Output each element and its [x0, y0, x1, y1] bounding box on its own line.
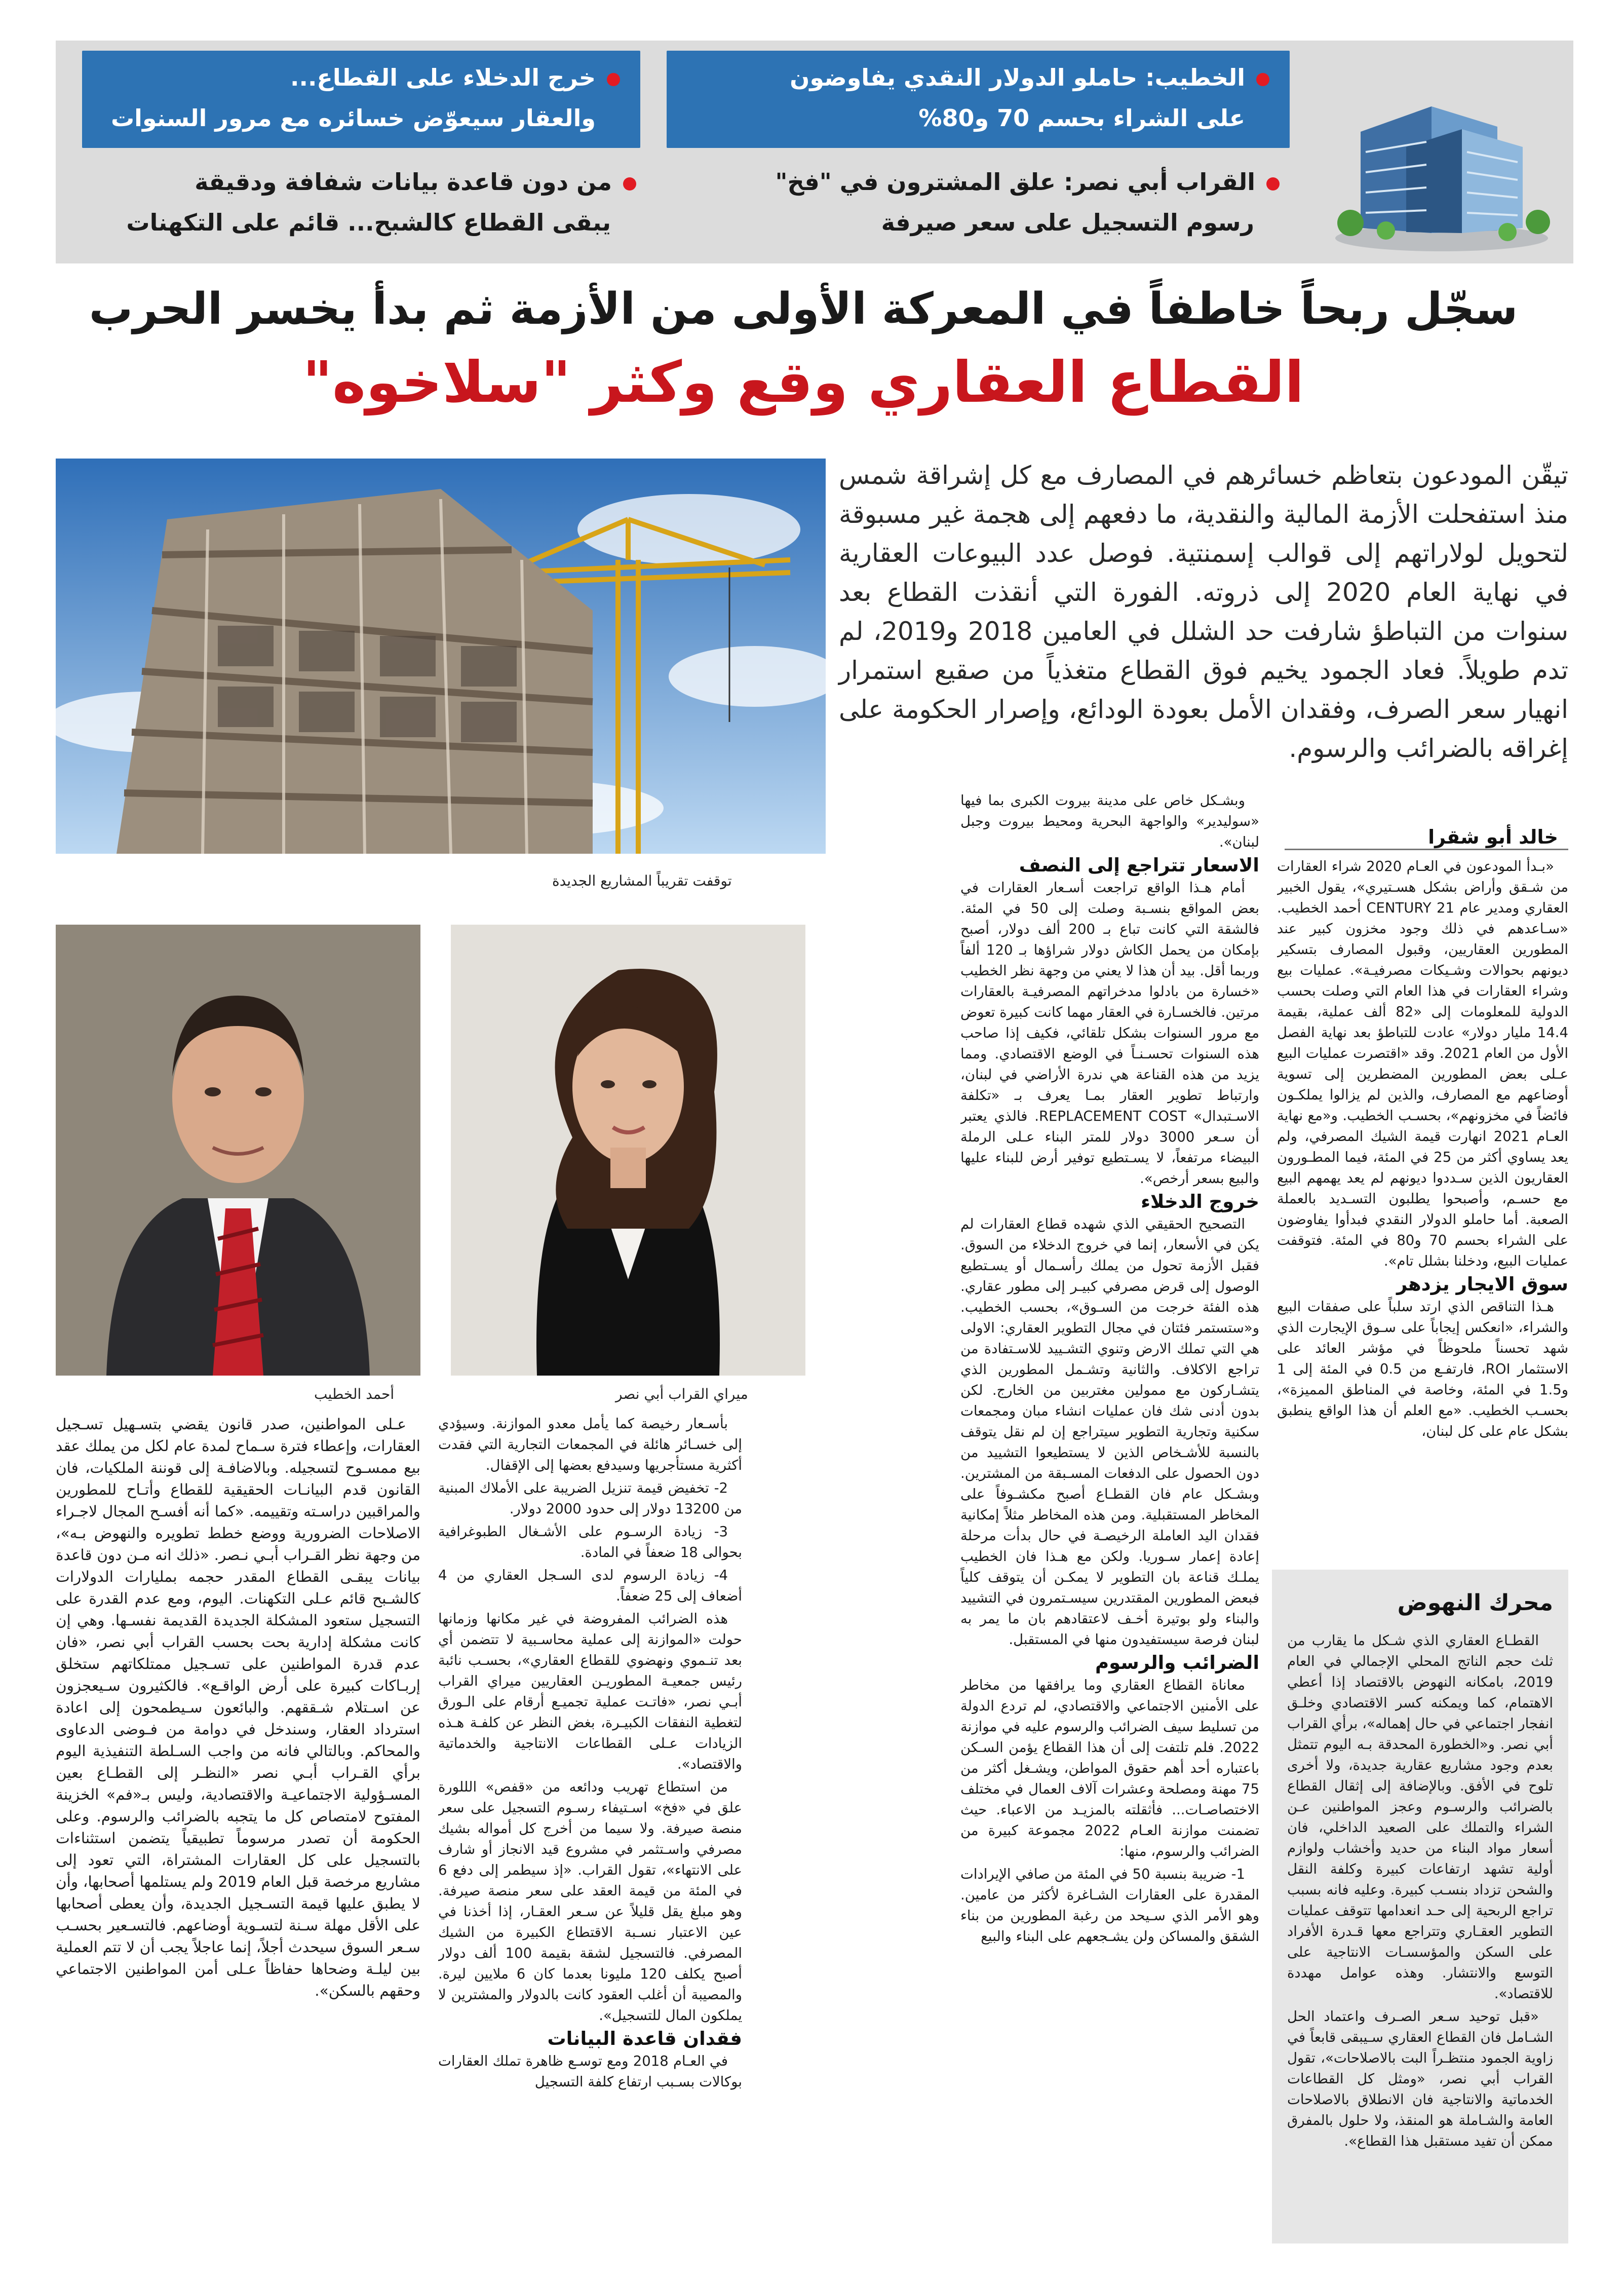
col2-paragraph: التصحيح الحقيقي الذي شهده قطاع العقارات لم يكن في الأسعار، إنما في خروج الدخلاء من السوق. فقبل الأزمة تحول من يملك رأسـمال أو يسـتطيع الوصول إلى قرض مصرفي كبيـر إلى مطور عقاري. هذه الفئة خرجت من السـوق»، بحسب الخطيب. و«ستستمر فئتان في مجال التطوير العقاري: الاولى هي التي تملك الارض وتنوي التشـييد للاسـتفادة من تراجع الاكلاف. والثانية وتشـمل المطورين الذي يتشـاركون مع ممولين مغتربين من الخارج. لكن بدون أدنى شك فان عمليات انشاء مبان ومجمعات سكنية وتجارية التطوير سيتراجع إن لم نقل يتوقف بالنسبة للأشـخاص الذين لا يستطيعوا التشييد من دون الحصول على الدفعات المسـبقة من المشترين. وبشـكل عام فان القطـاع أصبح مكشـوفاً على المخاطر المستقبلية. ومن هذه المخاطر مثلاً إمكانية فقدان اليد العاملة الرخيصـة في حال بدأت مرحلة إعادة إعمار سـوريا. ولكن مع هـذا فان الخطيب يملـك قناعة بان التطوير لا يمكـن أن يتوقف كلياً فبعض المطورين المقتدرين سيسـتمرون في التشييد والبناء ولو بوتيرة أخـف لاعتقادهم بان ما يمر به لبنان فرصة سيستفيدون منها في المستقبل.	[960, 1216, 1259, 1648]
column-3	[438, 1414, 742, 2250]
col3-paragraph: 3- زيادة الرسـوم على الأشـغال الطبوغرافية بحوالى 18 ضعفاً في المادة.	[438, 1524, 742, 1561]
banner-item-right	[776, 168, 1280, 196]
col3-paragraph: في العـام 2018 ومع توسـع ظاهرة تملك العقارات بوكالات بسـبب ارتفاع كلفة التسجيل	[438, 2053, 742, 2090]
portrait-woman-caption: ميراي القراب أبي نصر	[615, 1386, 748, 1402]
portrait-man-caption: أحمد الخطيب	[314, 1386, 395, 1402]
sidebox-engine	[1272, 1570, 1568, 2243]
col2-paragraph: وبشـكل خاص على مدينة بيروت الكبرى بما فيها «سوليدير» والواجهة البحرية ومحيط بيروت وجبل لبنان».	[960, 792, 1259, 850]
byline-rule	[1285, 849, 1568, 850]
banner-item-left-line1: من دون قاعدة بيانات شفافة ودقيقة	[195, 168, 612, 196]
byline: خالد أبو شقرا	[1428, 826, 1558, 848]
sidebox-text	[1287, 1630, 1553, 2236]
banner-item-left-line2: يبقى القطاع كالشبح... قائم على التكهنات	[126, 209, 611, 236]
headline-title: القطاع العقاري وقع وكثر "سلاخوه"	[302, 350, 1304, 415]
col2-subheading: الضرائب والرسوم	[1095, 1652, 1259, 1674]
col2-subheading: خروج الدخلاء	[1141, 1191, 1259, 1212]
banner-box-right	[667, 51, 1290, 148]
col1-paragraph: هـذا التناقص الذي ارتد سلباً على صفقات البيع والشراء، «انعكس إيجاباً على سـوق الإيجارت الذي شهد تحسناً ملحوظاً في مؤشر العائد على الاستثمار ROI، فارتفـع من 0.5 في المئة إلى 1 و1.5 في المئة، وخاصة في المناطق المميزة»، بحسـب الخطيب. «مع العلم أن هذا الواقع ينطبق بشكل عام على كل لبنان،	[1277, 1299, 1568, 1439]
banner-box-left-line1: خرج الدخلاء على القطاع...	[290, 64, 596, 91]
col2-subheading: الاسعار تتراجع إلى النصف	[1019, 854, 1259, 876]
column-1	[1277, 856, 1568, 1550]
col1-paragraph: «بـدأ المودعون في العـام 2020 شراء العقارات من شـقق وأراض بشكل هسـتيري»، يقول الخبير العقاري ومدير عام CENTURY 21 أحمد الخطيب. «سـاعدهم في ذلك وجود مخزون كبير عند المطورين العقاريين، وقبول المصارف بتسكير ديونهم بحوالات وشـيكات مصرفيـة». عمليات بيع وشراء العقارات في هذا العام التي وصلت بحسب الدولية للمعلومات إلى «82 ألف عملية، بقيمة 14.4 مليار دولار» عادت للتباطؤ بعد نهاية الفصل الأول من العام 2021. وقد «اقتصرت عمليات البيع عـلى بعض المطورين المضطرين إلى تسوية أوضاعهم مع المصارف، والذين لم يزالوا يملكـون فائضاً في مخزونهم»، بحسـب الخطيب. و«مع نهاية العـام 2021 انهارت قيمة الشيك المصرفي، ولم يعد يساوي أكثر من 25 في المئة، فيما المطـورون العقاريون الذين سـددوا ديونهم لم يعد يهمهم البيع مع حسـم، وأصبحوا يطلبون التسـديد بالعملة الصعبة. أما حاملو الدولار النقدي فبدأوا يفاوضون على الشراء بحسم 70 و80 في المئة. فتوقفت عمليات البيع، ودخلنا بشلل تام».	[1277, 858, 1568, 1269]
building-photo	[56, 459, 826, 854]
portrait-woman	[451, 925, 805, 1376]
col2-paragraph: معاناة القطاع العقاري وما يرافقها من مخاطر على الأمنين الاجتماعي والاقتصادي، لم تردع الدولة من تسليط سيف الضرائب والرسوم عليه في موازنة 2022. فلم تلتفت إلى أن هذا القطاع يؤمن السـكن باعتباره أحد أهم حقوق المواطن، ويشـغل أكثر من 75 مهنة ومصلحة وعشرات آلاف العمال في مختلف الاختصاصـات... فأثقلته بالمزيـد من الاعباء. حيث تضمنت موازنة العـام 2022 مجموعة كبيرة من الضرائب والرسوم، منها:	[960, 1677, 1259, 1859]
col2-paragraph: أمام هـذا الواقع تراجعت أسـعار العقارات في بعض المواقع بنسـبة وصلت إلى 50 في المئة. فالشقة التي كانت تباع بـ 200 ألف دولار، أصبح بإمكان من يحمل الكاش دولار شراؤها بـ 120 ألفاً وربما أقل. بيد أن هذا لا يعني من وجهة نظر الخطيب «خسارة من بادلوا مدخراتهم المصرفيـة بالعقارات مرتين. فالخسـارة في العقار مهما كانت كبيرة تعوض مع مرور السنوات بشكل تلقائي، فكيف إذا صاحب هذه السنوات تحسـنـاً في الوضع الاقتصادي. ومما يزيد من هذه القناعة هي ندرة الأراضي في لبنان، وارتباط تطوير العقار بمـا يعرف بـ «تكلفة الاسـتبدال» REPLACEMENT COST. فالذي يعتبر أن سـعر 3000 دولار للمتر البناء عـلى الرملة البيضاء مرتفعاً، لا يسـتطيع توفير أرض للبناء عليها والبيع بسعر أرخص».	[960, 880, 1259, 1187]
col2-paragraph: 1- ضريبة بنسبة 50 في المئة من صافي الإيرادات المقدرة على العقارات الشـاغرة لأكثر من عامين. وهو الأمر الذي سـيحد من رغبة المطورين من بناء الشقق والمساكن ولن يشـجعهم على البناء والبيع	[960, 1866, 1259, 1945]
bullet-dot	[1256, 73, 1269, 86]
sidebox-title: محرك النهوض	[1397, 1590, 1553, 1616]
banner-box-right-line2: على الشراء بحسم 70 و80%	[918, 104, 1245, 132]
col3-paragraph: هذه الضرائب المفروضة في غير مكانها وزمانها حولت «الموازنة إلى عملية محاسـبية لا تتضمن أي بعد تنـموي ونهضوي للقطاع العقاري»، بحسـب نائبة رئيس جمعيـة المطوريـن العقاريين ميراي القراب أبـي نصر، «فاتـت عملية تجميـع أرقام على الـورق لتغطية النفقات الكبيـرة، بغض النظر عن كلفـة هـذه الزيادات عـلى القطاعات الانتاجية والخدماتية والاقتصاد».	[438, 1611, 742, 1772]
banner-item-right-line2: رسوم التسجيل على سعر صيرفة	[881, 209, 1254, 236]
building-icon	[1330, 86, 1553, 253]
banner-box-left-line2: والعقار سيعوّض خسائره مع مرور السنوات	[110, 104, 596, 132]
banner-item-left	[195, 168, 636, 196]
col3-paragraph: بأسـعار رخيصة كما يأمل معدو الموازنة. وسيؤدي إلى خسـائر هائلة في المجمعات التجارية التي فقدت أكثرية مستأجريها وسيدفع بعضها إلى الإقفال.	[438, 1416, 742, 1473]
col4-paragraph: عـلى المواطنين، صدر قانون يقضي بتسـهيل تسـجيل العقارات، وإعطاء فترة سـماح لمدة عام لكل من يملك عقد بيع ممسـوح لتسجيله. وبالاضافـة إلى قوننة الملكيات، فان القانون قدم البيانـات الحقيقية للقطاع وأتـاح للمطورين والمراقبين دراسـته وتقييمه. «كما أنه أفسـح المجال لاجـراء الاصلاحات الضرورية ووضع خطط تطويره والنهوض بـه»، من وجهة نظر القـراب أبـي نـصر. «ذلك انه مـن دون قاعدة بيانات يبقـى القطاع المقدر حجمه بمليارات الدولارات كالشـبح قائم عـلى التكهنات. اليوم، ومع عدم القدرة على التسجيل ستعود المشكلة الجديدة القديمة نفسـها. وهي إن كانت مشكلة إدارية بحت بحسب القراب أبي نصر، «فان عدم قدرة المواطنين على تسـجيل ممتلكاتهم ستخلق إربـاكات كبيرة على أرض الواقـع». فالكثيرون سـيعجزون عن اسـتلام شـققهم. والبائعون سـيطمحون إلى اعادة استرداد العقار، وسندخل في دوامة من فـوضى الدعاوى والمحاكم. وبالتالي فانه من واجب السـلطة التنفيذية اليوم برأي القـراب أبـي نصر «النظـر إلى القطـاع بعين المسـؤولية الاجتماعيـة والاقتصادية، وليس بـ«فم» الخزينة المفتوح لامتصاص كل ما يتجبه بالضرائب والرسوم. وعلى الحكومة أن تصدر مرسوماً تطبيقياً يتضمن استثناءات بالتسجيل على كل العقارات المشتراة، التي تعود إلى مشاريع مرخصة قبل العام 2019 ولم يستلمها أصحابها، وأن لا يطبق عليها قيمة التسـجيل الجديدة، وأن يعطى أصحابها على الأقل مهلة سـنة لتسـوية أوضاعهم. فالتسـعير بحسـب سـعر السوق سيحدث أجلاً، إنما عاجلاً يجب أن لا تتم العملية بين ليلـة وضحاها حفاظاً عـلى أمن المواطنين الاجتماعي وحقهم بالسكن».	[56, 1416, 420, 1999]
column-4	[56, 1414, 420, 2250]
col3-paragraph: 4- زيادة الرسوم لدى السـجل العقاري من 4 أضعاف إلى 25 ضعفاً.	[438, 1567, 742, 1604]
col1-subheading: سوق الايجار يزدهر	[1397, 1273, 1568, 1295]
col3-subheading: فقدان قاعدة البيانات	[547, 2028, 742, 2049]
headline-kicker: سجّل ربحاً خاطفاً في المعركة الأولى من الأزمة ثم بدأ يخسر الحرب	[89, 284, 1518, 334]
bullet-dot	[607, 73, 620, 86]
bullet-dot	[1266, 177, 1280, 191]
banner-box-right-line1: الخطيب: حاملو الدولار النقدي يفاوضون	[790, 64, 1245, 91]
col3-paragraph: 2- تخفيض قيمة تنزيل الضريبة على الأملاك المبنية من 13200 دولار إلى حدود 2000 دولار.	[438, 1480, 742, 1517]
col3-paragraph: من استطاع تهريب ودائعه من «قفص» الللورة علق في «فخ» اسـتيفاء رسـوم التسجيل على سعر منصة صيرفة. ولا سيما من أخرج كل أمواله بشيك مصرفي واسـتثمر في مشروع قيد الانجاز أو شارف على الانتهاء»، تقول القراب. «إذ سيطمر إلى دفع 6 في المئة من قيمة العقد على سعر منصة صيرفة. وهو مبلغ يقل قليلاً عن سـعر العقـار، إذا أخذنا في عين الاعتبار نسـبة الاقتطاع الكبيرة من الشيك المصرفي. فالتسجيل لشقة بقيمة 100 ألف دولار أصبح يكلف 120 مليونا بعدما كان 6 ملايين ليرة. والمصيبة أن أغلب العقود كانت بالدولار والمشترين لا يملكون المال للتسجيل».	[438, 1779, 742, 2024]
lead-paragraph: تيقّن المودعون بتعاظم خسائرهم في المصارف مع كل إشراقة شمس منذ استفحلت الأزمة المالية والنقدية، ما دفعهم إلى هجمة غير مسبوقة لتحويل لولاراتهم إلى قوالب إسمنتية. فوصل عدد البيوعات العقارية في نهاية العام 2020 إلى ذروته. الفورة التي أنقذت القطاع بعد سنوات من التباطؤ شارفت حد الشلل في العامين 2018 و2019، لم تدم طويلاً. فعاد الجمود يخيم فوق القطاع متغذياً من صقيع استمرار انهيار سعر الصرف، وفقدان الأمل بعودة الودائع، وإصرار الحكومة على إغراقه بالضرائب والرسوم.	[839, 461, 1569, 763]
sidebox-paragraph: «قبل توحيد سـعر الصـرف واعتماد الحل الشـامل فان القطاع العقاري سـيبقى قابعاً في زاوية الجمود منتظـراً البت بالاصلاحات»، تقول القراب أبي نصر، «ومثل كل القطاعات الخدماتية والانتاجية فان الانطلاق بالاصلاحات العامة والشـاملة هو المنقذ، ولا حلول بالمفرق ممكن أن تفيد مستقبل هذا القطاع».	[1287, 2008, 1553, 2149]
portrait-man	[56, 925, 420, 1376]
building-photo-caption: توقفت تقريباً المشاريع الجديدة	[552, 872, 732, 889]
column-2	[960, 790, 1259, 2250]
banner-box-left	[82, 51, 640, 148]
top-banner	[56, 41, 1573, 263]
sidebox-paragraph: القطـاع العقاري الذي شـكل ما يقارب من ثلث حجم الناتج المحلي الإجمالي في العام 2019، بامكانه النهوض بالاقتصاد إذا أعطي الاهتمام، كما ويمكنه كسر الاقتصادي وخلـق انفجار اجتماعي في حال إهماله»، برأي القراب أبي نصر. و«الخطورة المحدقة بـه اليوم تتمثل بعدم وجود مشاريع عقارية جديدة، ولا أخرى تلوح في الأفق. وبالإضافة إلى إثقال القطاع بالضرائب والرسـوم وعجز المواطنين عـن الشراء والتملك على الصعيد الداخلي، فان أسعار مواد البناء من حديد وأخشاب ولوازم أولية تشهد ارتفاعات كبيرة وكلفة النقل والشحن تزداد بنسـب كبيرة. وعليه فانه بسبب تراجع الربحية إلى حـد انعدامها تتوقف عمليات التطوير العقـاري وتتراجع معها قـدرة الأفراد على السكن والمؤسسـات الانتاجية على التوسع والانتشار. وهذه عوامل مهددة للاقتصاد».	[1287, 1632, 1553, 2002]
bullet-dot	[623, 177, 636, 191]
banner-item-right-line1: القراب أبي نصر: علق المشترون في "فخ"	[775, 168, 1255, 196]
